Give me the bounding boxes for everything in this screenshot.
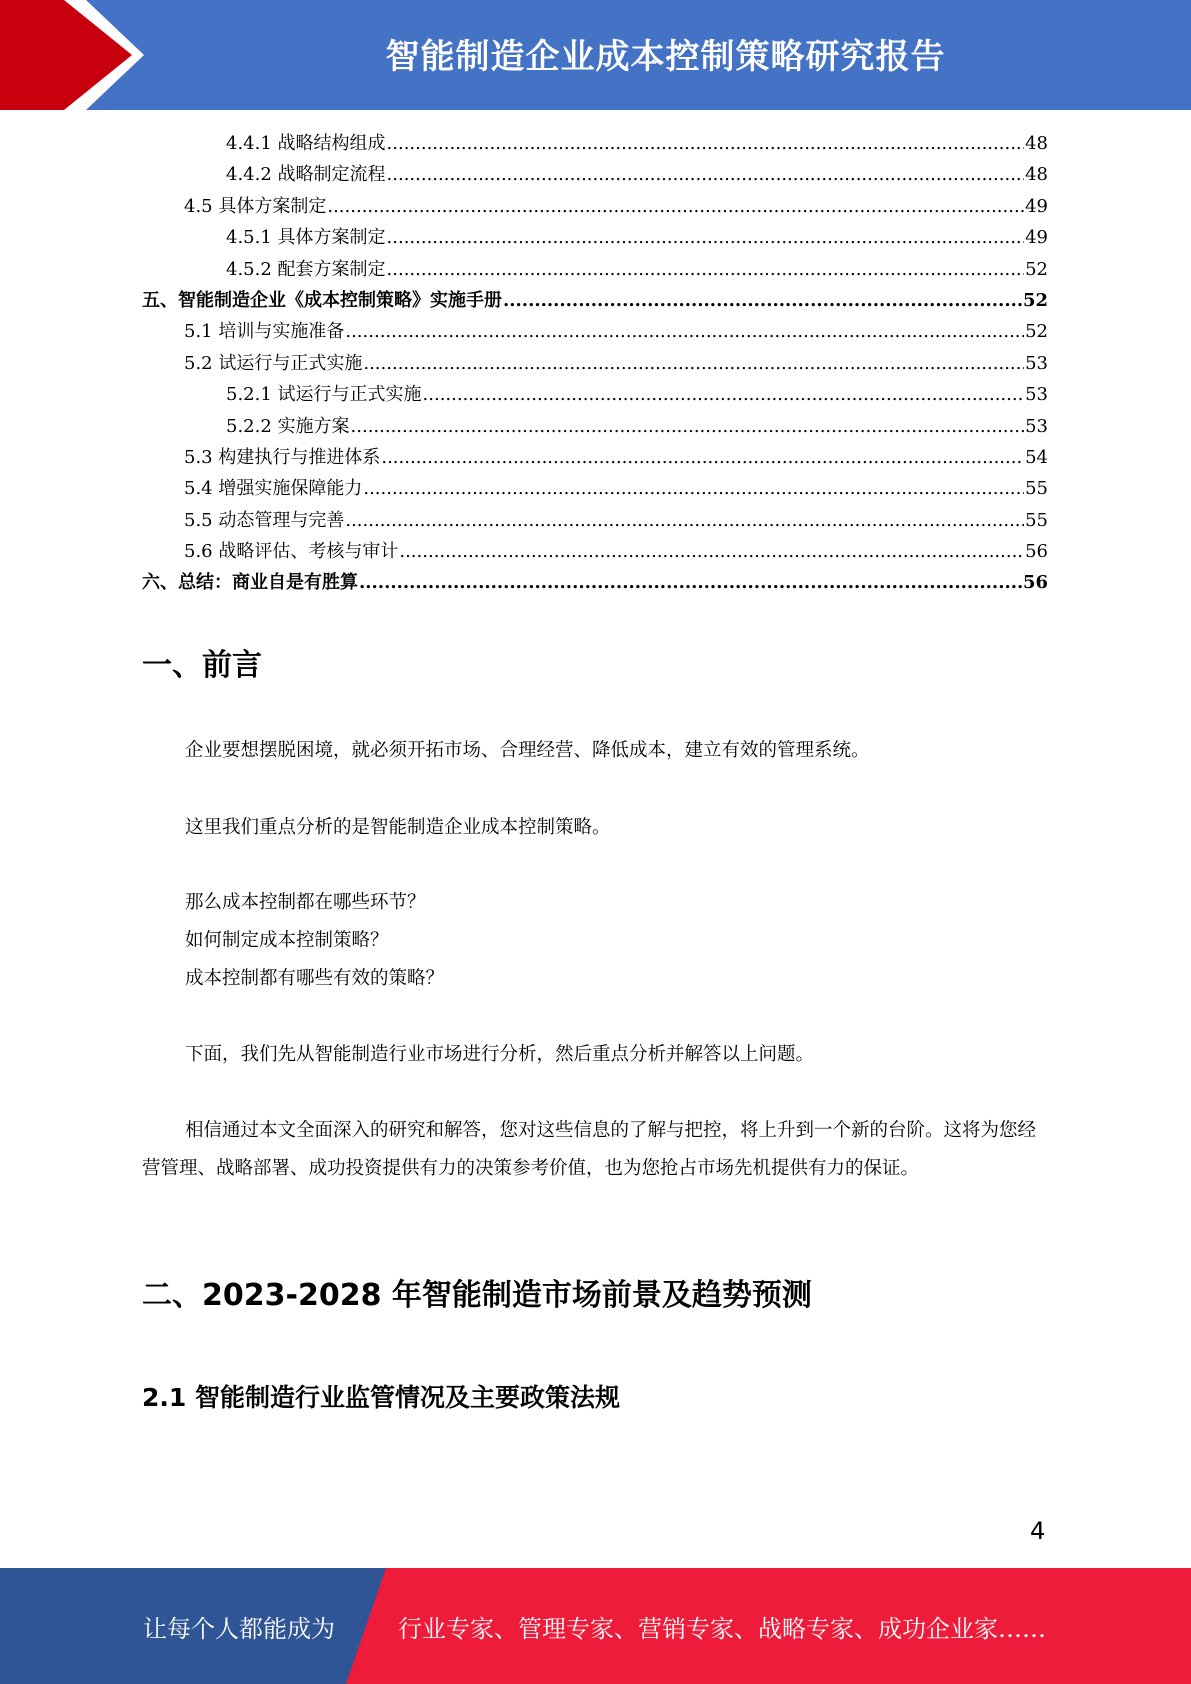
toc-item-page: 48	[1025, 133, 1048, 154]
toc-item-title: 5.6 战略评估、考核与审计	[184, 541, 399, 563]
toc-item-title: 5.3 构建执行与推进体系	[184, 446, 381, 468]
body-paragraph: 下面，我们先从智能制造行业市场进行分析，然后重点分析并解答以上问题。	[185, 1044, 815, 1065]
toc-leader	[327, 191, 1024, 222]
toc-leader	[423, 379, 1025, 410]
toc-item-title: 5.2.2 实施方案	[226, 415, 350, 437]
toc-leader	[399, 536, 1024, 567]
body-paragraph: 企业要想摆脱困境，就必须开拓市场、合理经营、降低成本，建立有效的管理系统。	[185, 740, 870, 761]
header-arrow-decoration	[0, 0, 160, 110]
subsection-heading: 2.1 智能制造行业监管情况及主要政策法规	[142, 1383, 620, 1412]
toc-item-title: 5.5 动态管理与完善	[184, 509, 345, 531]
footer-slogan-right: 行业专家、管理专家、营销专家、战略专家、成功企业家……	[398, 1614, 1046, 1643]
toc-leader	[387, 159, 1025, 190]
toc-item-title: 4.5 具体方案制定	[184, 195, 327, 217]
toc-leader	[503, 285, 1022, 316]
toc-item[interactable]	[142, 473, 1048, 504]
table-of-contents	[142, 128, 1048, 599]
toc-leader	[363, 473, 1024, 504]
toc-item-page: 56	[1022, 572, 1048, 594]
body-paragraph: 那么成本控制都在哪些环节？	[185, 892, 426, 913]
body-paragraph: 这里我们重点分析的是智能制造企业成本控制策略。	[185, 817, 611, 838]
toc-leader	[381, 442, 1024, 473]
toc-item[interactable]	[142, 316, 1048, 347]
footer-slogan-left: 让每个人都能成为	[143, 1614, 335, 1643]
toc-item-title: 五、智能制造企业《成本控制策略》实施手册	[142, 289, 502, 311]
toc-item[interactable]	[142, 379, 1048, 410]
toc-leader	[345, 316, 1024, 347]
toc-item-page: 53	[1025, 384, 1048, 406]
body-paragraph: 成本控制都有哪些有效的策略？	[185, 968, 445, 989]
toc-leader	[359, 567, 1022, 598]
toc-item-page: 52	[1022, 289, 1048, 311]
toc-leader	[345, 505, 1024, 536]
toc-item[interactable]	[142, 254, 1048, 285]
toc-item-page: 53	[1025, 352, 1048, 374]
toc-item-title: 5.2.1 试运行与正式实施	[226, 384, 422, 406]
toc-item-page: 56	[1025, 541, 1048, 563]
toc-item[interactable]	[142, 505, 1048, 536]
toc-item-title: 5.4 增强实施保障能力	[184, 478, 363, 500]
toc-item[interactable]	[142, 348, 1048, 379]
toc-item[interactable]	[142, 191, 1048, 222]
toc-item-title: 4.5.1 具体方案制定	[226, 227, 386, 249]
toc-leader	[387, 254, 1025, 285]
toc-item-title: 4.4.2 战略制定流程	[226, 164, 386, 186]
toc-item-title: 六、总结：商业自是有胜算	[142, 572, 358, 594]
toc-item-page: 48	[1025, 164, 1048, 186]
toc-leader	[387, 128, 1025, 159]
toc-item[interactable]	[142, 285, 1048, 316]
toc-item-title: 4.4.1 战略结构组成	[226, 133, 386, 154]
toc-item[interactable]	[142, 411, 1048, 442]
section-heading-preface: 一、前言	[142, 648, 262, 683]
toc-item-page: 52	[1025, 258, 1048, 280]
toc-item-page: 54	[1025, 446, 1048, 468]
body-paragraph: 如何制定成本控制策略？	[185, 930, 389, 951]
toc-item-page: 49	[1025, 195, 1048, 217]
toc-item-page: 53	[1025, 415, 1048, 437]
toc-item-page: 49	[1025, 227, 1048, 249]
toc-item[interactable]	[142, 128, 1048, 159]
page-number: 4	[1030, 1517, 1046, 1545]
toc-item[interactable]	[142, 536, 1048, 567]
body-paragraph: 相信通过本文全面深入的研究和解答，您对这些信息的了解与把控，将上升到一个新的台阶。这将为您经营管理、战略部署、成功投资提供有力的决策参考价值，也为您抢占市场先机提供有力的保证。	[142, 1120, 1037, 1179]
toc-item[interactable]	[142, 159, 1048, 190]
document-title: 智能制造企业成本控制策略研究报告	[385, 36, 946, 77]
toc-leader	[387, 222, 1025, 253]
toc-item-page: 55	[1025, 478, 1048, 500]
toc-item-title: 5.2 试运行与正式实施	[184, 352, 363, 374]
page-header	[0, 0, 1191, 110]
toc-item[interactable]	[142, 222, 1048, 253]
toc-item[interactable]	[142, 567, 1048, 598]
toc-item[interactable]	[142, 442, 1048, 473]
toc-leader	[363, 348, 1024, 379]
page-footer	[0, 1568, 1191, 1684]
toc-item-page: 52	[1025, 321, 1048, 343]
toc-leader	[351, 411, 1025, 442]
toc-item-title: 5.1 培训与实施准备	[184, 321, 345, 343]
toc-item-title: 4.5.2 配套方案制定	[226, 258, 386, 280]
toc-item-page: 55	[1025, 509, 1048, 531]
section-heading-market: 二、2023-2028 年智能制造市场前景及趋势预测	[142, 1278, 812, 1313]
